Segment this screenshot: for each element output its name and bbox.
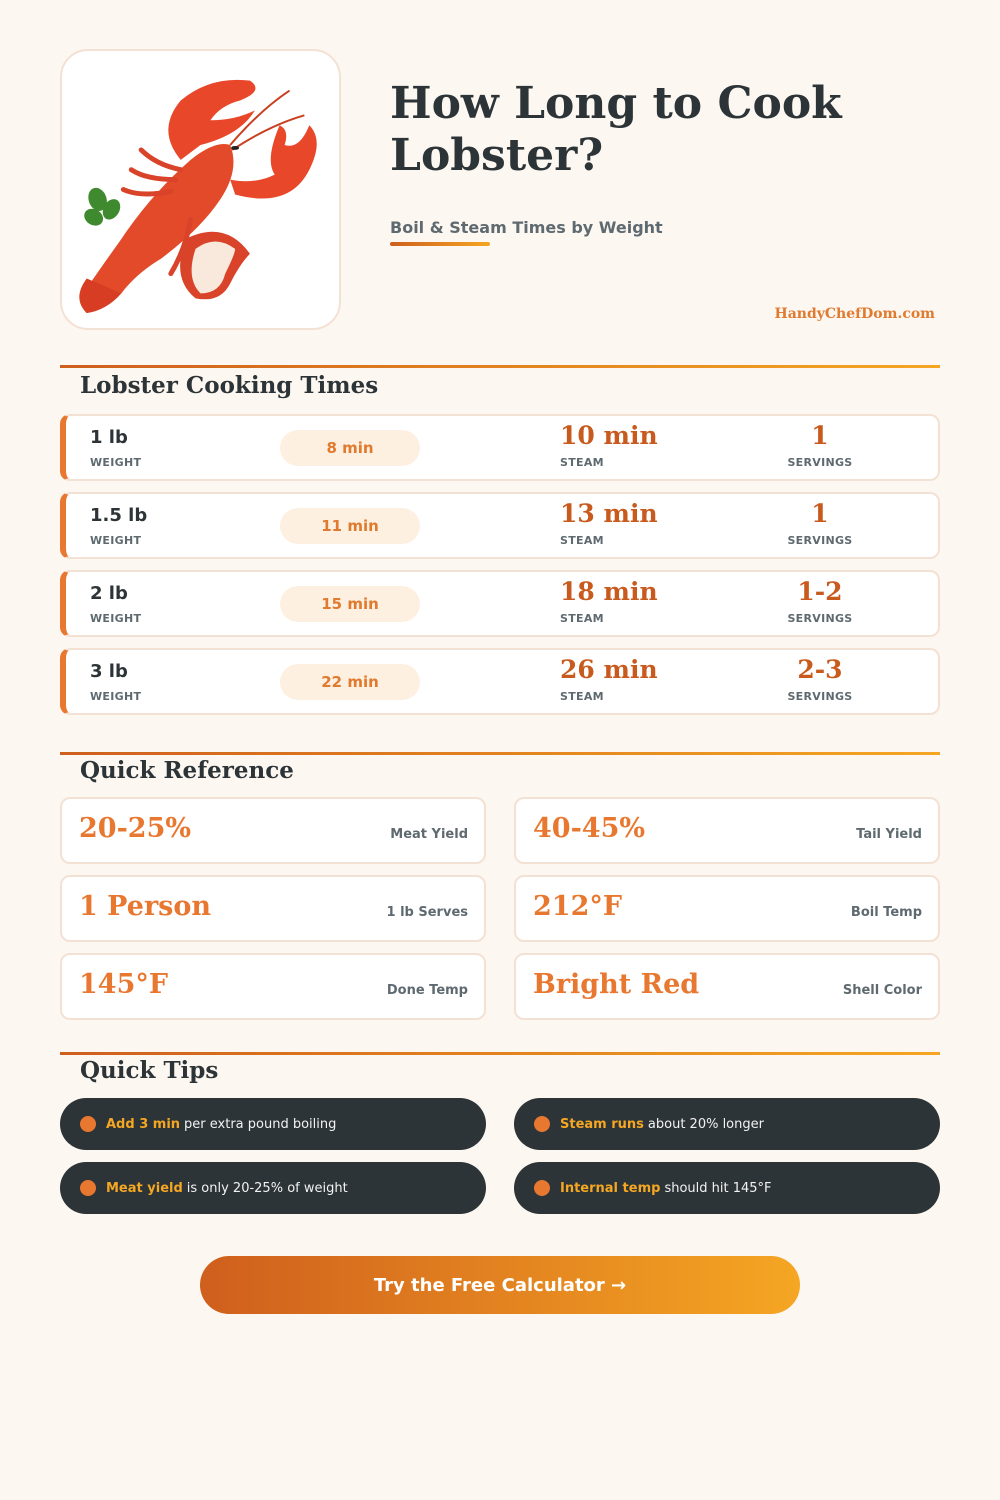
servings-label: SERVINGS bbox=[787, 534, 853, 547]
tip-highlight: Meat yield bbox=[106, 1180, 183, 1196]
page-subtitle: Boil & Steam Times by Weight bbox=[390, 218, 663, 237]
steam-label: STEAM bbox=[560, 690, 604, 703]
boil-time-badge: 15 min bbox=[280, 586, 420, 622]
bullet-dot-icon bbox=[534, 1180, 550, 1196]
reference-label: 1 lb Serves bbox=[386, 905, 468, 920]
tip-highlight: Add 3 min bbox=[106, 1116, 181, 1132]
steam-time-value: 10 min bbox=[560, 421, 658, 450]
reference-value: 1 Person bbox=[79, 891, 212, 922]
servings-label: SERVINGS bbox=[787, 612, 853, 625]
weight-label: WEIGHT bbox=[90, 456, 142, 469]
servings-label: SERVINGS bbox=[787, 690, 853, 703]
reference-label: Tail Yield bbox=[856, 827, 922, 842]
tip-text: per extra pound boiling bbox=[184, 1116, 337, 1132]
servings-label: SERVINGS bbox=[787, 456, 853, 469]
steam-time-value: 26 min bbox=[560, 655, 658, 684]
lobster-image bbox=[60, 49, 341, 330]
section-divider bbox=[60, 1052, 940, 1055]
reference-value: 20-25% bbox=[79, 813, 192, 844]
weight-label: WEIGHT bbox=[90, 534, 142, 547]
tip-item bbox=[60, 1162, 486, 1214]
bullet-dot-icon bbox=[534, 1116, 550, 1132]
servings-value: 1-2 bbox=[797, 577, 843, 606]
section-divider bbox=[60, 365, 940, 368]
reference-value: 145°F bbox=[79, 969, 169, 1000]
reference-card bbox=[514, 953, 940, 1020]
reference-card bbox=[60, 953, 486, 1020]
steam-time-value: 13 min bbox=[560, 499, 658, 528]
table-row bbox=[60, 570, 940, 637]
boil-time-badge: 11 min bbox=[280, 508, 420, 544]
reference-card bbox=[514, 875, 940, 942]
servings-value: 2-3 bbox=[797, 655, 843, 684]
brand-link[interactable]: HandyChefDom.com bbox=[774, 306, 935, 322]
tip-item bbox=[514, 1098, 940, 1150]
tip-text: is only 20-25% of weight bbox=[186, 1180, 348, 1196]
cooking-times-title: Lobster Cooking Times bbox=[80, 372, 379, 399]
weight-value: 2 lb bbox=[90, 583, 128, 604]
tip-text: about 20% longer bbox=[647, 1116, 764, 1132]
boil-time-badge: 22 min bbox=[280, 664, 420, 700]
servings-value: 1 bbox=[811, 499, 829, 528]
reference-label: Done Temp bbox=[386, 983, 468, 998]
section-divider bbox=[60, 752, 940, 755]
reference-label: Boil Temp bbox=[850, 905, 922, 920]
weight-label: WEIGHT bbox=[90, 690, 142, 703]
table-row bbox=[60, 414, 940, 481]
table-row bbox=[60, 492, 940, 559]
weight-value: 1 lb bbox=[90, 427, 128, 448]
subtitle-underline bbox=[390, 242, 490, 246]
reference-card bbox=[514, 797, 940, 864]
quick-tips-title: Quick Tips bbox=[80, 1057, 219, 1084]
bullet-dot-icon bbox=[80, 1116, 96, 1132]
tip-item bbox=[60, 1098, 486, 1150]
tip-highlight: Internal temp bbox=[560, 1180, 661, 1196]
reference-label: Shell Color bbox=[842, 983, 922, 998]
steam-label: STEAM bbox=[560, 534, 604, 547]
steam-label: STEAM bbox=[560, 612, 604, 625]
weight-label: WEIGHT bbox=[90, 612, 142, 625]
weight-value: 3 lb bbox=[90, 661, 128, 682]
table-row bbox=[60, 648, 940, 715]
boil-time-badge: 8 min bbox=[280, 430, 420, 466]
calculator-cta-button[interactable]: Try the Free Calculator → bbox=[200, 1256, 800, 1314]
tip-item bbox=[514, 1162, 940, 1214]
reference-card bbox=[60, 875, 486, 942]
lobster-illustration-icon bbox=[62, 51, 339, 328]
steam-time-value: 18 min bbox=[560, 577, 658, 606]
tip-text: should hit 145°F bbox=[664, 1180, 772, 1196]
reference-value: 40-45% bbox=[533, 813, 646, 844]
steam-label: STEAM bbox=[560, 456, 604, 469]
tip-highlight: Steam runs bbox=[560, 1116, 644, 1132]
servings-value: 1 bbox=[811, 421, 829, 450]
bullet-dot-icon bbox=[80, 1180, 96, 1196]
reference-value: 212°F bbox=[533, 891, 623, 922]
reference-value: Bright Red bbox=[533, 969, 700, 1000]
page-title: How Long to Cook Lobster? bbox=[390, 78, 842, 181]
reference-label: Meat Yield bbox=[390, 827, 468, 842]
quick-reference-title: Quick Reference bbox=[80, 757, 294, 784]
weight-value: 1.5 lb bbox=[90, 505, 148, 526]
reference-card bbox=[60, 797, 486, 864]
